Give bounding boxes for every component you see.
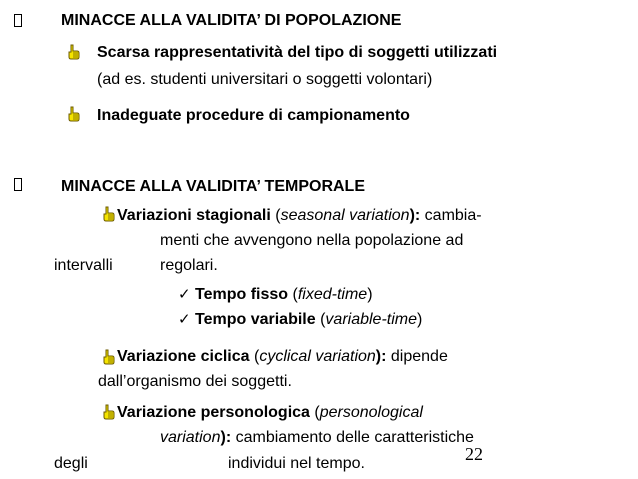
subitem-2-italic: variable-time xyxy=(325,311,418,328)
item-2-1-close: ): xyxy=(409,207,421,224)
section-2-heading: MINACCE ALLA VALIDITA’ TEMPORALE xyxy=(61,178,365,195)
item-2-2-rest: dipende xyxy=(386,348,448,365)
item-2-3-line1 xyxy=(117,403,423,423)
item-2-1-line3-right: regolari. xyxy=(160,257,218,274)
item-1-2-line1: Inadeguate procedure di campionamento xyxy=(97,107,410,124)
subitem-1-close: ) xyxy=(367,286,373,303)
section-1-heading: MINACCE ALLA VALIDITA’ DI POPOLAZIONE xyxy=(61,12,402,29)
item-2-1-line3-left: intervalli xyxy=(54,257,113,274)
item-2-2-close: ): xyxy=(375,348,387,365)
section-1-bullet-icon xyxy=(14,14,22,27)
subitem-2-open: ( xyxy=(315,311,326,328)
pointing-hand-icon xyxy=(66,106,80,122)
item-2-1-line2: menti che avvengono nella popolazione ad xyxy=(160,232,464,249)
item-2-3-italic: personological xyxy=(319,404,423,421)
item-2-2-open: ( xyxy=(249,348,260,365)
item-2-1-rest: cambia- xyxy=(420,207,482,224)
subitem-2-close: ) xyxy=(417,311,423,328)
pointing-hand-icon xyxy=(66,44,80,60)
item-2-1-line1 xyxy=(117,206,482,226)
item-2-1-open: ( xyxy=(270,207,281,224)
item-2-3-line3-left: degli xyxy=(54,455,88,472)
pointing-hand-icon xyxy=(101,349,115,365)
item-1-1-line2: (ad es. studenti universitari o soggetti volontari) xyxy=(97,71,433,88)
item-2-3-close: ): xyxy=(220,429,232,446)
item-1-1-line1: Scarsa rappresentatività del tipo di soggetti utilizzati xyxy=(97,44,498,61)
item-2-1-bold: Variazioni stagionali xyxy=(117,207,271,224)
subitem-2-bold: Tempo variabile xyxy=(195,311,316,328)
item-2-3-bold: Variazione personologica xyxy=(117,404,310,421)
section-2-bullet-icon xyxy=(14,178,22,191)
item-2-3-line2-italic: variation xyxy=(160,429,221,446)
item-2-1-italic: seasonal variation xyxy=(280,207,410,224)
subitem-1-italic: fixed-time xyxy=(297,286,368,303)
checkmark-icon: ✓ xyxy=(178,285,191,303)
item-2-2-line1 xyxy=(117,347,448,367)
subitem-fixed-time xyxy=(195,285,373,305)
item-2-2-italic: cyclical variation xyxy=(259,348,376,365)
subitem-variable-time xyxy=(195,310,422,330)
item-2-3-open: ( xyxy=(309,404,320,421)
page-number: 22 xyxy=(465,444,483,464)
checkmark-icon: ✓ xyxy=(178,310,191,328)
item-2-2-bold: Variazione ciclica xyxy=(117,348,250,365)
item-2-3-line2 xyxy=(160,428,474,448)
subitem-1-open: ( xyxy=(288,286,298,303)
item-2-2-line2: dall’organismo dei soggetti. xyxy=(98,373,292,390)
item-2-3-line3-right: individui nel tempo. xyxy=(228,455,365,472)
pointing-hand-icon xyxy=(101,404,115,420)
subitem-1-bold: Tempo fisso xyxy=(195,286,289,303)
item-2-3-line2-rest: cambiamento delle caratteristiche xyxy=(231,429,474,446)
pointing-hand-icon xyxy=(101,206,115,222)
